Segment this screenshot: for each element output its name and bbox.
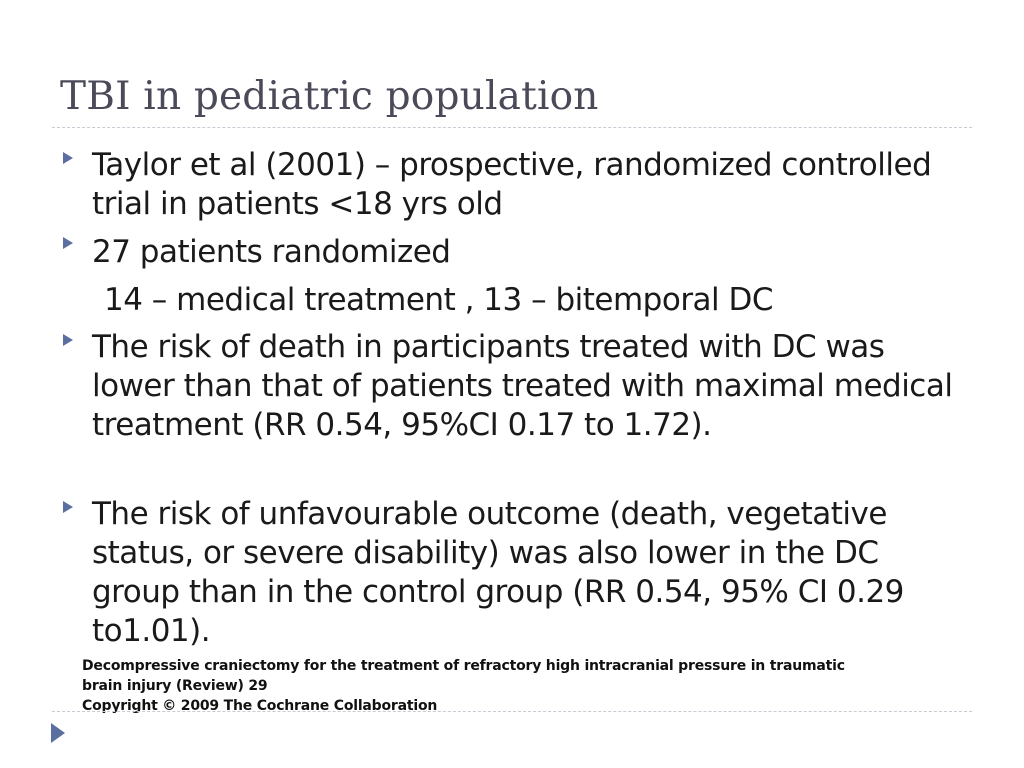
bullet-unfavourable-outcome: The risk of unfavourable outcome (death, vegetative status, or severe disability) was also lower in the DC group than in the control group (RR 0.54, 95% CI 0.29 to1.01).	[92, 496, 904, 649]
slide-title: TBI in pediatric population	[60, 74, 599, 119]
copyright-line: Copyright © 2009 The Cochrane Collaboration	[82, 698, 438, 714]
title-divider	[52, 127, 972, 128]
citation-line: brain injury (Review) 29	[82, 678, 268, 694]
citation-line: Decompressive craniectomy for the treatment of refractory high intracranial pressure in traumatic	[82, 658, 845, 674]
next-slide-arrow-icon[interactable]	[51, 723, 65, 743]
footer-divider	[52, 711, 972, 712]
bullet-patients-randomized: 27 patients randomized	[92, 234, 451, 270]
bullet-taylor-trial: Taylor et al (2001) – prospective, randomized controlled trial in patients <18 yrs old	[92, 147, 932, 222]
triangle-bullet-icon	[63, 237, 73, 249]
triangle-bullet-icon	[63, 152, 73, 164]
citation	[82, 656, 952, 716]
triangle-bullet-icon	[63, 334, 73, 346]
bullet-risk-of-death: The risk of death in participants treated with DC was lower than that of patients treated with maximal medical treatment (RR 0.54, 95%CI 0.17 to 1.72).	[92, 329, 953, 443]
randomization-breakdown: 14 – medical treatment , 13 – bitemporal DC	[104, 282, 774, 318]
triangle-bullet-icon	[63, 501, 73, 513]
